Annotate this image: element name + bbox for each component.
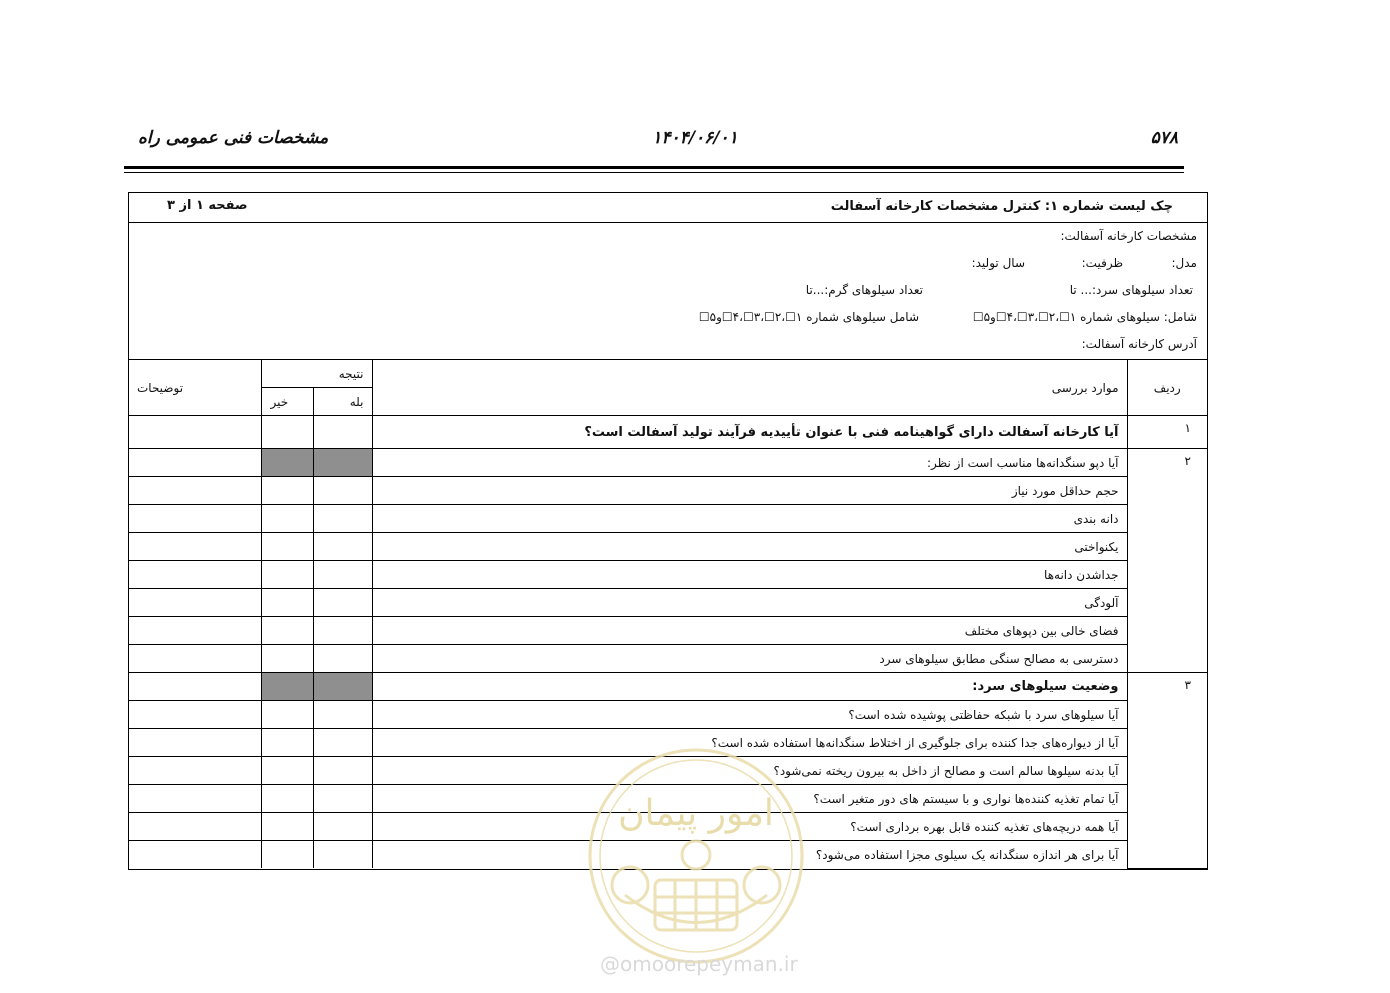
book-title: مشخصات فنی عمومی راه (138, 128, 329, 148)
yes-cell[interactable] (313, 813, 372, 841)
table-row (129, 757, 1207, 785)
table-row (129, 729, 1207, 757)
row-number: ۱ (1127, 416, 1207, 449)
header-rule-thick (124, 166, 1184, 169)
table-row (129, 533, 1207, 561)
check-item: وضعیت سیلوهای سرد: (372, 673, 1127, 701)
watermark-text: @omoorepeyman.ir (600, 952, 798, 976)
check-item: آیا کارخانه آسفالت دارای گواهینامه فنی با عنوان تأییدیه فرآیند تولید آسفالت است؟ (372, 416, 1127, 449)
checklist-sheet (128, 192, 1208, 870)
no-cell[interactable] (262, 561, 313, 589)
table-row (129, 841, 1207, 869)
notes-cell[interactable] (129, 449, 262, 477)
table-row (129, 701, 1207, 729)
table-row (129, 561, 1207, 589)
table-row (129, 673, 1207, 701)
check-item: آیا تمام تغذیه کننده‌ها نواری و با سیستم های دور متغیر است؟ (372, 785, 1127, 813)
yes-cell[interactable] (313, 729, 372, 757)
check-item: آیا سیلوهای سرد با شبکه حفاظتی پوشیده شده است؟ (372, 701, 1127, 729)
hot-silos-count[interactable]: تعداد سیلوهای گرم:...تا (805, 283, 923, 297)
checklist-table (129, 360, 1207, 869)
yes-cell-disabled (313, 673, 372, 701)
yes-cell[interactable] (313, 589, 372, 617)
notes-cell[interactable] (129, 729, 262, 757)
row-number: ۳ (1127, 673, 1207, 869)
check-item: دانه بندی (372, 505, 1127, 533)
no-cell[interactable] (262, 701, 313, 729)
table-header-row (129, 360, 1207, 388)
checklist-title-row (129, 193, 1207, 223)
yes-cell[interactable] (313, 841, 372, 869)
no-cell[interactable] (262, 533, 313, 561)
no-cell[interactable] (262, 813, 313, 841)
no-cell[interactable] (262, 785, 313, 813)
no-cell-disabled (262, 673, 313, 701)
notes-cell[interactable] (129, 841, 262, 869)
yes-cell[interactable] (313, 561, 372, 589)
page-info: صفحه ۱ از ۳ (167, 198, 248, 213)
col-yes: بله (313, 388, 372, 416)
page-number: ۵۷۸ (1150, 128, 1178, 148)
check-item: آیا همه دریچه‌های تغذیه کننده قابل بهره برداری است؟ (372, 813, 1127, 841)
table-row (129, 505, 1207, 533)
yes-cell[interactable] (313, 477, 372, 505)
no-cell[interactable] (262, 617, 313, 645)
model-field[interactable]: مدل: (1171, 256, 1197, 270)
notes-cell[interactable] (129, 813, 262, 841)
no-cell[interactable] (262, 477, 313, 505)
no-cell[interactable] (262, 416, 313, 449)
col-row-number: ردیف (1127, 360, 1207, 416)
notes-cell[interactable] (129, 757, 262, 785)
stamp-text: امور پیمان (618, 793, 774, 834)
check-item: آیا بدنه سیلوها سالم است و مصالح از داخل به بیرون ریخته نمی‌شود؟ (372, 757, 1127, 785)
notes-cell[interactable] (129, 645, 262, 673)
yes-cell-disabled (313, 449, 372, 477)
check-item: آیا از دیواره‌های جدا کننده برای جلوگیری از اختلاط سنگدانه‌ها استفاده شده است؟ (372, 729, 1127, 757)
yes-cell[interactable] (313, 757, 372, 785)
no-cell-disabled (262, 449, 313, 477)
plant-specs-section (129, 223, 1207, 360)
no-cell[interactable] (262, 841, 313, 869)
no-cell[interactable] (262, 729, 313, 757)
check-item: حجم حداقل مورد نیاز (372, 477, 1127, 505)
cold-silos-count[interactable]: تعداد سیلوهای سرد:... تا (1069, 283, 1193, 297)
col-notes: توضیحات (129, 360, 262, 416)
check-item: آیا برای هر اندازه سنگدانه یک سیلوی مجزا استفاده می‌شود؟ (372, 841, 1127, 869)
checklist-title: چک لیست شماره ۱: کنترل مشخصات کارخانه آسفالت (830, 199, 1173, 214)
notes-cell[interactable] (129, 785, 262, 813)
hot-silos-includes[interactable]: شامل سیلوهای شماره ۱☐،۲☐،۳☐،۴☐و۵☐ (698, 310, 919, 324)
notes-cell[interactable] (129, 701, 262, 729)
header-rule-thin (124, 172, 1184, 173)
year-field[interactable]: سال تولید: (971, 256, 1025, 270)
col-result: نتیجه (262, 360, 372, 388)
table-row (129, 449, 1207, 477)
notes-cell[interactable] (129, 589, 262, 617)
yes-cell[interactable] (313, 701, 372, 729)
no-cell[interactable] (262, 589, 313, 617)
table-row (129, 589, 1207, 617)
yes-cell[interactable] (313, 533, 372, 561)
notes-cell[interactable] (129, 416, 262, 449)
capacity-field[interactable]: ظرفیت: (1081, 256, 1123, 270)
plant-address-field[interactable]: آدرس کارخانه آسفالت: (1081, 337, 1197, 351)
specs-heading: مشخصات کارخانه آسفالت: (1060, 229, 1197, 243)
header-date: ۱۴۰۴/۰۶/۰۱ (652, 128, 738, 148)
yes-cell[interactable] (313, 416, 372, 449)
check-item: آیا دپو سنگدانه‌ها مناسب است از نظر: (372, 449, 1127, 477)
yes-cell[interactable] (313, 645, 372, 673)
notes-cell[interactable] (129, 561, 262, 589)
notes-cell[interactable] (129, 617, 262, 645)
yes-cell[interactable] (313, 505, 372, 533)
no-cell[interactable] (262, 757, 313, 785)
yes-cell[interactable] (313, 617, 372, 645)
row-number: ۲ (1127, 449, 1207, 673)
notes-cell[interactable] (129, 533, 262, 561)
col-items: موارد بررسی (372, 360, 1127, 416)
table-row (129, 813, 1207, 841)
notes-cell[interactable] (129, 477, 262, 505)
check-item: یکنواختی (372, 533, 1127, 561)
check-item: جداشدن دانه‌ها (372, 561, 1127, 589)
table-row (129, 416, 1207, 449)
notes-cell[interactable] (129, 505, 262, 533)
check-item: فضای خالی بین دپوهای مختلف (372, 617, 1127, 645)
yes-cell[interactable] (313, 785, 372, 813)
no-cell[interactable] (262, 645, 313, 673)
col-no: خیر (262, 388, 313, 416)
notes-cell[interactable] (129, 673, 262, 701)
table-row (129, 785, 1207, 813)
table-row (129, 617, 1207, 645)
no-cell[interactable] (262, 505, 313, 533)
cold-silos-includes[interactable]: شامل: سیلوهای شماره ۱☐،۲☐،۳☐،۴☐و۵☐ (972, 310, 1197, 324)
table-row (129, 645, 1207, 673)
table-row (129, 477, 1207, 505)
check-item: آلودگی (372, 589, 1127, 617)
check-item: دسترسی به مصالح سنگی مطابق سیلوهای سرد (372, 645, 1127, 673)
